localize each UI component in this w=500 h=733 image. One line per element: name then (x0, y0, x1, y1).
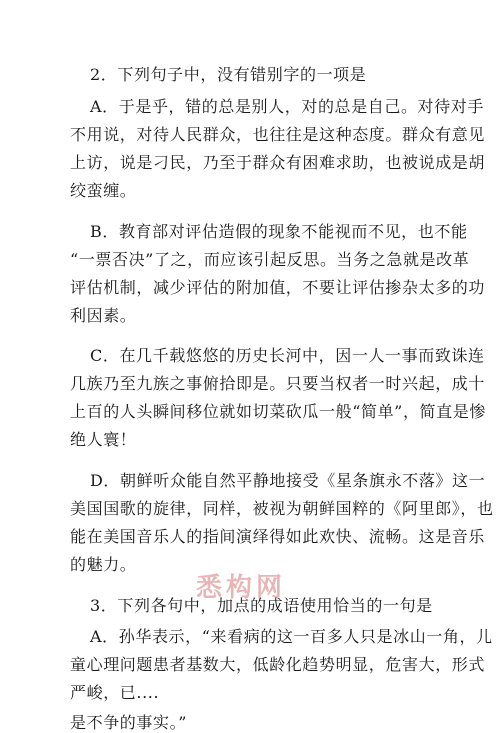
option-a-line-2: 不用说，对待人民群众，也往往是这种态度。群众有意见 (70, 125, 486, 144)
option-b-line-3: 评估机制，减少评估的附加值，不要让评估掺杂太多的功 (70, 278, 486, 297)
option-b-line-2: “一票否决”了之，而应该引起反思。当务之急就是改革 (70, 250, 470, 269)
question-2-title: 2．下列句子中，没有错别字的一项是 (90, 65, 367, 84)
option-a-line-4: 绞蛮缠。 (70, 181, 137, 200)
option-d-line-4: 的魅力。 (70, 555, 137, 574)
option-c-line-3: 上百的人头瞬间移位就如切菜砍瓜一般“简单”，简直是惨 (70, 402, 486, 421)
option-d-line-2: 美国国歌的旋律，同样，被视为朝鲜国粹的《阿里郎》，也 (70, 499, 494, 518)
option-d-line-1: D．朝鲜听众能自然平静地接受《星条旗永不落》这一 (90, 471, 486, 490)
option-b-line-4: 利因素。 (70, 306, 137, 325)
q3-option-a-line-1: A．孙华表示，“来看病的这一百多人只是冰山一角，儿 (90, 627, 493, 646)
question-3-title: 3．下列各句中，加点的成语使用恰当的一句是 (90, 596, 433, 615)
option-b-line-1: B．教育部对评估造假的现象不能视而不见，也不能 (90, 222, 468, 241)
option-c-line-4: 绝人寰！ (70, 430, 137, 449)
watermark-logo: 悉构网 (196, 573, 287, 603)
option-c-line-1: C．在几千载悠悠的历史长河中，因一人一事而致诛连 (90, 346, 485, 365)
q3-option-a-line-4: 是不争的事实。” (70, 713, 187, 732)
option-a-line-1: A．于是乎，错的总是别人，对的总是自己。对待对手 (90, 97, 484, 116)
q3-option-a-line-3: 严峻，已.... (70, 683, 160, 702)
option-c-line-2: 几族乃至九族之事俯拾即是。只要当权者一时兴起，成十 (70, 374, 486, 393)
q3-option-a-line-2: 童心理问题患者基数大，低龄化趋势明显，危害大，形式 (70, 655, 486, 674)
option-d-line-3: 能在美国音乐人的指间演绎得如此欢快、流畅。这是音乐 (70, 527, 486, 546)
option-a-line-3: 上访，说是刁民，乃至于群众有困难求助，也被说成是胡 (70, 153, 486, 172)
